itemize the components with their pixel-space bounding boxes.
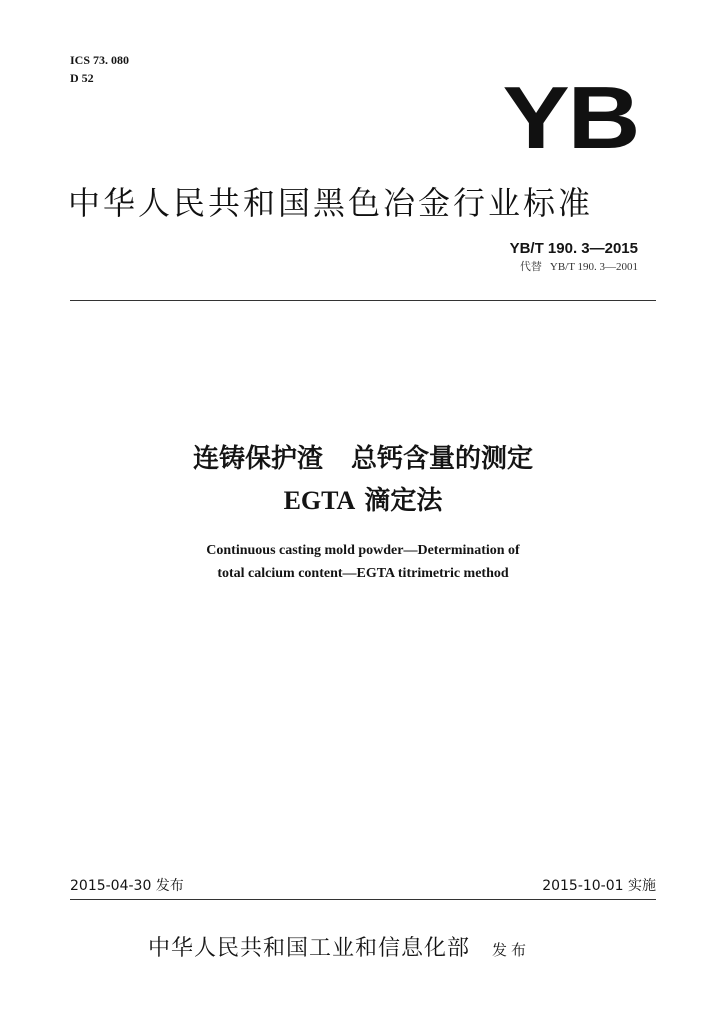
- issuer-line: [148, 935, 530, 964]
- english-title-line-2: total calcium content—EGTA titrimetric method: [217, 566, 509, 581]
- ics-code: ICS 73. 080: [70, 53, 130, 67]
- yb-logo: YB: [502, 68, 638, 168]
- replaces-label: 代替: [519, 260, 542, 273]
- issuer-verb: 发布: [492, 941, 531, 959]
- implementation-date: 2015-10-01 实施: [542, 878, 656, 894]
- standard-number: YB/T 190. 3—2015: [509, 240, 638, 257]
- footer-divider: [70, 899, 656, 900]
- replaces-line: [520, 260, 638, 274]
- english-title-line-1: Continuous casting mold powder—Determination of: [206, 543, 520, 558]
- ministry-standard-title: 中华人民共和国黑色冶金行业标准: [68, 184, 594, 222]
- chinese-title-method-latin: EGTA: [283, 486, 356, 515]
- ccs-code: D 52: [70, 71, 94, 85]
- chinese-title-measure: 总钙含量的测定: [351, 444, 534, 474]
- chinese-title-line-1: [0, 442, 726, 476]
- replaced-standard-number: YB/T 190. 3—2001: [549, 261, 638, 273]
- header-divider: [70, 300, 656, 301]
- issue-date: 2015-04-30 发布: [70, 878, 184, 894]
- chinese-title-subject: 连铸保护渣: [192, 444, 323, 474]
- chinese-title-method: 滴定法: [364, 486, 443, 516]
- chinese-title-line-2: [0, 484, 726, 518]
- issuer-name: 中华人民共和国工业和信息化部: [148, 936, 471, 961]
